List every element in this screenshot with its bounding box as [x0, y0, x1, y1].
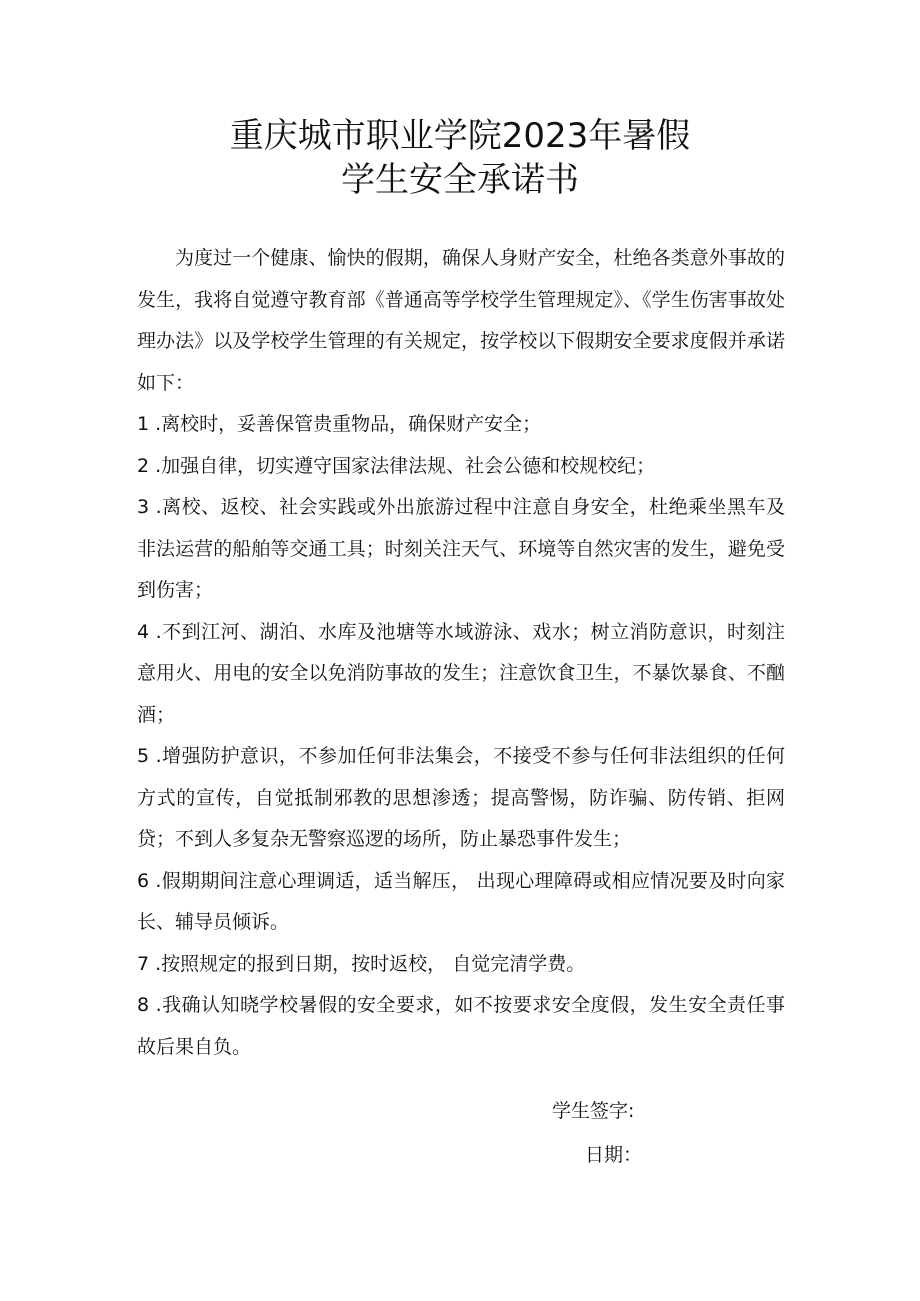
- item-text: 不到江河、湖泊、水库及池塘等水域游泳、戏水；树立消防意识，时刻注意用火、用电的安全以免消防事故的发生；注意饮食卫生，不暴饮暴食、不酗酒；: [137, 620, 785, 726]
- item-number: 5 .: [137, 745, 162, 767]
- student-signature-label: 学生签字:: [552, 1100, 635, 1122]
- document-title-line1: 重庆城市职业学院2023年暑假: [229, 116, 691, 156]
- intro-paragraph: 为度过一个健康、愉快的假期，确保人身财产安全，杜绝各类意外事故的发生，我将自觉遵守教育部《普通高等学校学生管理规定》、《学生伤害事故处理办法》以及学校学生管理的有关规定，按学校以下假期安全要求度假并承诺如下：: [137, 247, 785, 394]
- item-text: 按照规定的报到日期，按时返校， 自觉完清学费。: [161, 952, 586, 975]
- list-item: [137, 404, 785, 446]
- item-text: 加强自律，切实遵守国家法律法规、社会公德和校规校纪；: [161, 454, 656, 477]
- item-text: 离校、返校、社会实践或外出旅游过程中注意自身安全，杜绝乘坐黑车及非法运营的船舶等交通工具；时刻关注天气、环境等自然灾害的发生，避免受到伤害；: [137, 496, 785, 601]
- list-item: [137, 861, 785, 944]
- item-number: 7 .: [137, 952, 162, 975]
- list-item: [137, 612, 785, 737]
- item-text: 离校时，妥善保管贵重物品，确保财产安全；: [161, 413, 542, 435]
- item-number: 4 .: [137, 620, 162, 643]
- item-text: 增强防护意识，不参加任何非法集会，不接受不参与任何非法组织的任何方式的宣传，自觉抵制邪教的思想渗透；提高警惕，防诈骗、防传销、拒网贷；不到人多复杂无警察巡逻的场所，防止暴恐事件发生；: [137, 745, 785, 850]
- list-item: [137, 944, 785, 986]
- item-number: 8 .: [137, 994, 162, 1016]
- item-number: 2 .: [137, 454, 162, 477]
- item-number: 3 .: [137, 496, 162, 518]
- item-number: 1 .: [137, 413, 162, 435]
- list-item: [137, 736, 785, 861]
- list-item: [137, 446, 785, 488]
- item-text: 我确认知晓学校暑假的安全要求，如不按要求安全度假，发生安全责任事故后果自负。: [137, 994, 785, 1058]
- date-label: 日期：: [585, 1144, 643, 1166]
- document-body: [137, 238, 785, 1068]
- list-item: [137, 487, 785, 612]
- item-number: 6 .: [137, 869, 162, 892]
- document-title-line2: 学生安全承诺书: [341, 160, 579, 200]
- list-item: [137, 985, 785, 1068]
- item-text: 假期期间注意心理调适，适当解压， 出现心理障碍或相应情况要及时向家长、辅导员倾诉。: [137, 869, 786, 933]
